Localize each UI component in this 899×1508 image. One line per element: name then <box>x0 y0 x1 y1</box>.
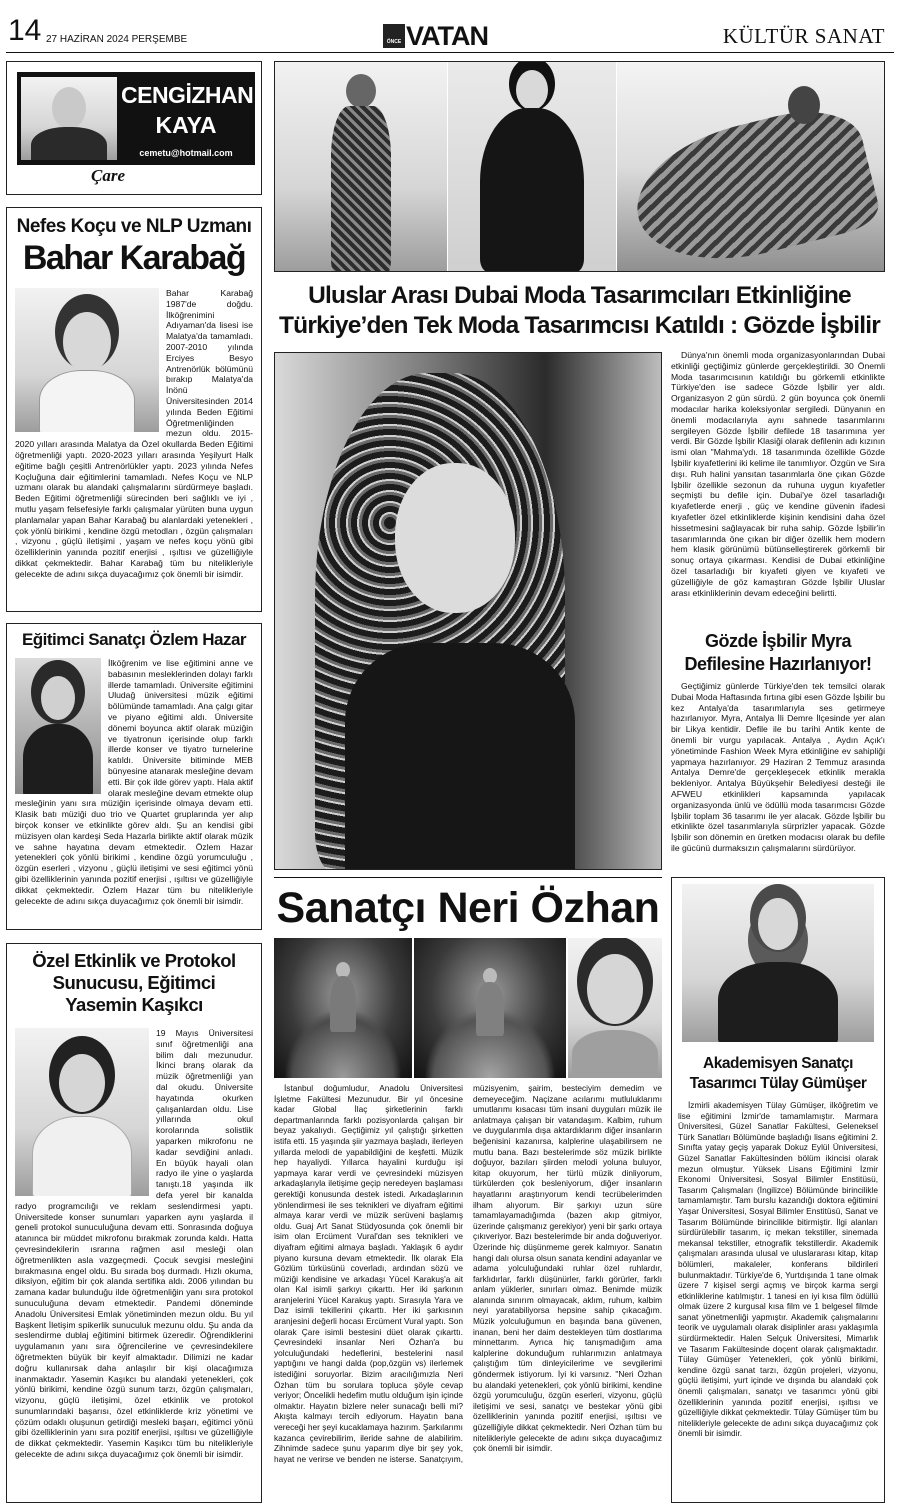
tulay-jacket <box>718 962 838 1042</box>
gozde-headline-line-2: Türkiye’den Tek Moda Tasarımcısı Katıldı : Gözde İşbilir <box>279 312 880 339</box>
ozlem-face <box>41 676 75 720</box>
columnist-body <box>31 127 107 160</box>
yasemin-body <box>15 1028 253 1486</box>
article-tulay-gumuser <box>671 877 885 1503</box>
columnist-last-name: KAYA <box>155 112 217 138</box>
gozde-photo-2-outfit <box>480 108 584 271</box>
neri-photo-2 <box>414 938 566 1078</box>
article-bahar-karabag <box>6 207 262 612</box>
neri-headline: Sanatçı Neri Özhan <box>276 884 660 932</box>
neri-body: İstanbul doğumludur, Anadolu Üniversitesi İşletme Fakültesi Mezunudur. Bir yıl öncesine kadar Global İlaç şirketlerinin farklı departmanlarında farklı pozisyonlarda çalışan bir beyaz yakalıydı. Geçtiğimiz yıl çalıştığı şirketten istifa etti. 15 yaşında şiir yazmaya başladı, ilerleyen yıllarda melodi de yapabildiğini de keşfetti. Müzik hep hayaliydi. Yıllarca hayalini kurduğu işi yapmaya karar verdi ve çevresindeki müzisyen arkadaşlarıyla iletişime geçip neredeyen başlaması gerektiği konusunda destek istedi. Arkadaşlarının yönlendirmesi ile ses teknikleri ve diyafram eğitimi almaya karar verdi ve müzik serüveni başlamış oldu. Guaj Art Sanat Stüdyosunda çok önemli bir isim olan Ercüment Vural'dan ses teknikleri ve diyafram eğitimi almaya başladı. Yaklaşık 6 aydır piyano kursuna devam etmektedir. İlk olarak Ela Gözlüm türküsünü coverladı, ardından sözü ve müziği kendisine ve arkadaşı Yücel Karakuş'a ait olan Kal isimli şarkıyı çıkarttı. Her iki şarkının aranjelerini Yücel Karakuş yaptı. Sırasıyla Yara ve Daz isimli tekillerini çıkarttı. Her iki şarkısının aranjesini değerli hocası Ercüment Vural yaptı. Son olarak Çare isimli bestesini düet olarak çıkarttı. Çevresindeki insanlar Neri Özhan'a bu yolculuğundaki hedeflerini, bestelerini nasıl yaptığını ve hangi dalda (pop,özgün vs) ilerlemek istediğini soruyorlar. Bizim aracılığımızla Neri Özhan tüm bu sorulara topluca şöyle cevap veriyor; Öncelikli hedefim mutlu olduğum işin içinde olmaktır. Hayatın bizlere neler sunacağı belli mi? Akışta kalmayı tercih ediyorum. Hayatın bana vereceği her şeyi kucaklamaya hazırım. Şarkılarımı kazanca çevirebilirim, ileride sahne de alabilirim. Zihnimde sadece şunu yaparım diye bir şey yok, hayat ne verirse ve benden ne isterse. Sanatçıyım, müzisyenim, şairim, besteciyim demedim ve demeyeceğim. Naçizane acılarımı mutluluklarımı umutlarımı kısacası tüm insani duyguları müzik ile anlatmaya çalışan bir vatandaşım. Kalbim, ruhum ve duygularımla dışa aktardıklarım diğer insanların beğenisini kazanırsa, kalplerine ulaşabilirsem ne mutlu bana. Bazı bestelerimde söz müzik birlikte doğuyor, bazıları şiirden melodi yoluna buluyor, kitap okuyorum, her türlü müzik dinliyorum, türkülerden çok besleniyorum, diğer insanların hayatlarını araştırıyorum kendi tecrübelerimden ilham alıyorum. Bir şarkıyı uzun süre tamamlayamadığımda (bazen akıp gitmiyor, üzerinde çalışmanız gerekiyor) yeni bir şarkı ortaya çıkıveriyor. Bazı bestelerimde bir anda doğuveriyor. Üzerinde hiç düşünmeme gerek kalmıyor. Sanatın hangi dalı olursa olsun sanata kendini adayanlar ve adama yolculuğundaki ruhlar özel ruhlardır, farklıdırlar, farklı düşünürler, farklı görürler, farklı anlam yüklerler, sınırları olmaz. Benimde müzik alanında sınırım olmayacak, aklım, ruhum, kalbim neyi yaratabiliyorsa hepsine sahip çıkacağım. Müzik yolculuğumun en başında bana güvenen, inanan, beni her daim destekleyen tüm dostlarıma minnettarım. Ayrıca hiç tanışmadığım ama kalplerine dokunduğum ruhlarımızın anlatmaya çalıştığım tüm dinleyicilerime ve sevgilerimi göndermek istiyorum. İyi ki varsınız. "Neri Özhan bu alandaki yetenekleri, çok yönlü birikimi, kendine özgü yorumculuğu, özgün eserleri, vizyonu, güçlü iletişimi ve sesi, sanatçı ve bestekar yönü gibi özelliklerinin yanında pozitif enerjisi, ışıltısı ve güzelliğiyle dikkat çekmektedir. Neri Özhan tüm bu nitelikleriyle gelecekte de adını sıkça duyacağımız çok önemli bir isimdir. <box>274 1083 662 1464</box>
gozde-photo-3-head <box>788 86 820 124</box>
gozde-subheadline: Gözde İşbilir Myra Defilesine Hazırlanıyor! <box>684 631 872 674</box>
ozlem-title: Eğitimci Sanatçı Özlem Hazar <box>21 630 247 649</box>
gozde-photo-1-dress <box>331 106 391 271</box>
gozde-main-photo <box>274 352 662 870</box>
neri-rule <box>274 877 662 878</box>
logo-badge <box>383 24 405 48</box>
tulay-photo <box>682 884 874 1042</box>
columnist-box <box>6 61 262 195</box>
bahar-photo <box>15 288 159 432</box>
gozde-photo-1-head <box>346 74 376 108</box>
issue-date: 27 HAZİRAN 2024 PERŞEMBE <box>46 34 188 45</box>
yasemin-face <box>59 1054 105 1112</box>
gozde-photo-2-head <box>516 70 548 110</box>
columnist-face <box>52 87 86 129</box>
ozlem-photo <box>15 658 101 794</box>
neri-photo-2-figure <box>476 982 504 1036</box>
gozde-main-face <box>395 463 515 613</box>
bahar-body-text: Bahar Karabağ 1987'de doğdu. İlköğrenimini Adıyaman'da lisesi ise Malatya'da tamamladı. 2007-2010 yılında Erciyes Besyo Antrenörlük bölümünü bırakıp Malatya'da İnönü Üniversitesinden 2014 yılında Beden Eğitimi Öğretmenliğinden mezun oldu. 2015-2020 yılları arasında Malatya da Özel okullarda Beden Eğitimi öğretmenliği yaptı. 2020-2023 yılları arasında Yeşilyurt Halk eğitime bağlı çeşitli Antrenörlükler yaptı. 2023 yılında Nefes Koçluğuna dair eğitimlerini tamamladı. Nefes Koçu ve NLP uzmanı olarak bu alandaki çalışmalarını sürdürmeye başladı. Beden Eğitimi öğretmenliği sürecinden beri sağlıklı ve iyi , mutlu yaşam felsefesiyle farklı çalışmalar yürüten buna uygun planlamalar yapan Bahar Karabağ bu alanlardaki yetenekleri , çok yönlü birikimi , kendine özgü metodları , özgün çalışmaları , vizyonu , güçlü iletişimi , yaşam ve nefes koçu yönü gibi özelliklerinin yanında pozitif enerjisi , ışıltısı ve güzelliğiyle dikkat çekmektedir. Bahar Karabağ tüm bu nitelikleriyle gelecekte de adını sıkça duyacağımız çok önemli bir isimdir. <box>15 288 253 579</box>
neri-photo-1-figure <box>330 976 356 1032</box>
gozde-photo-3 <box>617 62 884 271</box>
header-rule <box>6 52 894 53</box>
tulay-face <box>758 898 798 950</box>
logo-small-text: ÖNCE <box>386 39 402 45</box>
neri-photo-3 <box>568 938 662 1078</box>
yasemin-body-text: 19 Mayıs Üniversitesi sınıf öğretmenliği ana bilim dalı mezunudur. İkinci branş olarak da müzik öğretmenliği yan dal okudu. Üniversite hayatında okurken çalışanlardan oldu. Lise yıllarında okul korolarında solistlik yaparken mikrofonu ne kadar sevdiğini anladı. En büyük hayali olan radyo ile yine o yaşlarda tanıştı.18 yaşında ilk defa yerel bir kanalda radyo programcılığı ve reklam seslendirmesi yaptı. Üniversitede konser sunumları yaparken aynı yaşlarda il geneli protokol sunuculuğuna devam etti. Sonrasında doğuya atanınca bir müddet mikrofonu bırakmak zorunda kaldı. Hatta çevresindekilerin ısrarına rağmen asıl mesleği olan öğretmenlikten asla vazgeçmedi. Çocuk sevgisi mesleğini bırakmasına engel oldu. Bu sırada boş durmadı. Hızlı okuma, diksiyon, eğitim bir çok alanda sertifika aldı. 2006 yılından bu zamana kadar bulunduğu ilde öğretmenliğin yanı sıra protokol sunuculuğuna devam etmektedir. Pandemi döneminde Anadolu Üniversitesi Emlak yönetiminden mezun oldu. Bu yıl Başkent İletişim spikerlik sunuculuk mezunu oldu. Şu anda da seslendirme dublaj eğitimini bitirmek üzeredir. Öğrendiklerini uygulamanın yanı sıra öğrencilerine ve çevresindekilere öğretmekten büyük bir keyif almaktadır. Dilimizi ne kadar doğru kullanırsak daha anlaşılır bir kişi olacağımıza inanmaktadır. Yasemin Kaşıkcı bu alandaki yetenekleri, çok yönlü birikimi, kendine özgü sunum tarzı, özgün çalışmaları, vizyonu, güçlü iletişimi, özel etkinlik ve protokol sunumlarındaki başarısı, özel etkinliklerde kriz yönetimi ve çözüm odaklı oluşunun getirdiği mesleki başarı, eğitimci yönü gibi özelliklerinin yanı sıra pozitif enerjisi, ışıltısı ve güzelliğiyle de dikkat çekmektedir. Yasemin Kaşıkcı tüm bu nitelikleriyle gelecekte de adını sıkça duyacağımız çok önemli bir isimdir. <box>15 1028 253 1460</box>
columnist-city: Çare <box>91 166 125 185</box>
bahar-torso <box>39 370 135 432</box>
tulay-title <box>678 1054 878 1094</box>
logo-word: VATAN <box>406 21 488 51</box>
neri-photo-3-shoulders <box>572 1030 658 1078</box>
ozlem-body-text: İlköğrenim ve lise eğitimini anne ve babasının mesleklerinden dolayı farklı illerde tamamladı. Üniversite eğitimini Uludağ üniversitesi müzik eğitimi bölümünde tamamladı. Ana çalgı gitar ve piyano eğitimi aldı. Üniversite dönemi boyunca aktif olarak müziğin ve tiyatronun içerisinde olup farklı illerde konser ve tiyatro turnelerine katıldı. Üniversite bitiminde MEB bünyesine atanarak mesleğine devam etti. Bir çok ilde görev yaptı. Hala aktif olarak mesleğine devam etmekte olup mesleğinin yanı sıra müziğin içerisinde olmaya devam etti. Klasik batı müziği duo trio ve Quartet gruplarında yer alıp birçok konser ve etkinlikte görev aldı. Şu an kendisi gibi müzisyen olan kardeşi Seda Hazarla birlikte aktif olarak müzik ve sahne hayatına devam etmektedir. Özlem Hazar yetenekleri çok yönlü birikimi , kendine özgü yorumculuğu , özgün eserleri , vizyonu , güçlü iletişimi ve sesi eğitimci yönü gibi özelliklerinin yanında pozitif enerjisi , ışıltısı ve güzelliğiyle dikkat çekmektedir. Özlem Hazar tüm bu nitelikleriyle gelecekte de adını sıkça duyacağımız çok önemli bir isimdir. <box>15 658 253 906</box>
section-name: KÜLTÜR SANAT <box>722 24 885 48</box>
gozde-photo-strip <box>274 61 885 272</box>
article-yasemin-kasikci <box>6 943 262 1503</box>
yasemin-title: Özel Etkinlik ve Protokol Sunucusu, Eğitimci Yasemin Kaşıkcı <box>32 950 236 1015</box>
gozde-body: Dünya'nın önemli moda organizasyonlarından Dubai etkinliği geçtiğimiz günlerde gerçekleştirildi. 30 Önemli Moda tasarımcısının katıldığı bu görkemli etkinlikte Türkiye'den ise sadece Gözde İşbilir yer aldı. Organizasyon 2 gün sürdü. 2 gün boyunca çok önemli modacılar harika koleksiyonlar sergiledi. Dünyanın en önemli modacılarıyla aynı sahnede tasarımlarını sergileyen Gözde İşbilir defilede 18 tasarımına yer verdi. Bir Gözde İşbilir Klasiği olarak defilenin adı kızının ismi olan "Mahma'ydı. 18 tasarımında özellikle Gözde İşbilir kıyafetlerini iki kelime ile tanımlıyor. Özgün ve Sıra dışı. Ruh halini yansıtan tasarımlarla öne çıkan Gözde İşbilir özellikle sezonun da ruhuna uygun kıyafetler seçmişti bu defile için. Dubai'ye özel tasarladığı kıyafetlerde enerji , güç ve kendine güvenin ifadesi kıyafetler özel etkinliklerde kişinin kendisini daha özel hissetmesini sağlayacak bir ruha sahip. Gözde İşbilir'in tasarımlarında öne çıkan bir diğer özellik hem modern hem klasik görünümü bütünselleştirerek görkemli bir sonuç ortaya çıkarması. Kendisi de Dubai etkinliğine özel tasarladığı bir kıyafeti giyen ve kıyafeti ve güzelliğiyle de göz kamaştıran Gözde İşbilir Uluslar arası etkinliklerinin devam edeceğini belirtti. <box>671 350 885 598</box>
tulay-title-line-2: Tasarımcı Tülay Gümüşer <box>689 1075 867 1092</box>
bahar-name: Bahar Karabağ <box>22 239 246 277</box>
logo <box>383 21 513 51</box>
yasemin-torso <box>32 1116 132 1196</box>
gozde-photo-3-dress <box>623 97 883 271</box>
bahar-body <box>15 288 253 606</box>
ozlem-torso <box>23 724 93 794</box>
tulay-title-line-1: Akademisyen Sanatçı <box>703 1055 853 1072</box>
columnist-first-name: CENGİZHAN <box>121 82 254 108</box>
tulay-body: İzmirli akademisyen Tülay Gümüşer, ilköğretim ve lise eğitimini İzmir'de tamamlamıştır. Marmara Üniversitesi, Güzel Sanatlar Fakültesi, Geleneksel Türk Sanatları Bölümünde başladığı lisans eğitimini 2. Sınıfta yatay geçiş yaparak Dokuz Eylül Üniversitesi, Güzel Sanatlar Fakültesinden bölüm ikincisi olarak mezun olmuştur. Yüksek Lisans Eğitimini İzmir Ekonomi Üniversitesi, Sosyal Bilimler Enstitüsü, Tasarım Çalışmaları (İngilizce) Bölümünde birincilikle tamamlamıştır. Tam burslu kazandığı doktora eğitimini Yaşar Üniversitesi, Sosyal Bilimler Enstitüsü, Sanat ve Tasarım Bölümünde birincilikle bitirmiştir. İlgi alanları sürdürülebilir tasarım, iç mekan tekstiller, sinemada mekansal tekstiller, etnografik tekstillerdir. Akademik çalışmaları arasında ulusal ve uluslararası kitap, kitap bölümleri, makaleler, konferans bildirileri bulunmaktadır. Türkiye'de 6, Yurtdışında 1 tane olmak üzere 7 kişisel sergi açmış ve birçok karma sergi etkinliklerine katılmıştır. 1 tanesi en iyi kısa film ödüllü olmak üzere 2 kurgusal kısa film ve 1 belgesel filmde sanat yönetmenliği yapmıştır. Akademik çalışmalarını teorik ve uygulamalı olarak disiplinler arası yaklaşımla sürdürmektedir. Halen Selçuk Üniversitesi, Mimarlık ve Tasarım Fakültesinde doçent olarak çalışmaktadır. Tülay Gümüşer Yetenekleri, çok yönlü birikimi, kendine özgü sanat tarzı, özgün projeleri, vizyonu, güçlü iletişimi, yurt içinde ve dışında bu alandaki çok önemli çalışmaları, sanatçı ve tasarımcı yönü gibi özelliklerinin yanında pozitif enerjisi, ışıltısı ve güzelliğiyle dikkat çekmektedir. Tülay Gümüşer tüm bu nitelikleriyle gelecekte de adını sıkça duyacağımız çok önemli bir isimdir. <box>678 1100 878 1439</box>
page-number: 14 <box>8 14 42 47</box>
columnist-banner <box>17 72 255 165</box>
page-header <box>0 0 899 56</box>
gozde-photo-1 <box>275 62 447 271</box>
bahar-face <box>63 312 111 372</box>
gozde-headline <box>274 281 885 341</box>
ozlem-body <box>15 658 253 920</box>
neri-photo-3-face <box>587 954 643 1024</box>
gozde-headline-line-1: Uluslar Arası Dubai Moda Tasarımcıları Etkinliğine <box>308 282 851 309</box>
bahar-kicker: Nefes Koçu ve NLP Uzmanı <box>16 216 252 237</box>
columnist-email: cemetu@hotmail.com <box>139 148 233 158</box>
columnist-photo <box>21 77 117 160</box>
article-ozlem-hazar <box>6 623 262 930</box>
neri-photo-1 <box>274 938 412 1078</box>
gozde-main-coat <box>345 643 575 869</box>
gozde-photo-2 <box>448 62 616 271</box>
gozde-sub-body: Geçtiğimiz günlerde Türkiye'den tek temsilci olarak Dubai Moda Haftasında fırtına gibi esen Gözde İşbilir bu kez Antalya'da tasarımlarıyla ses getirmeye hazırlanıyor. Myra, Antalya İli Demre İlçesinde yer alan bir Likya kentidir. Defile ile bu tarihi Antik kente de önemli bir vurgu yapılacak. Antalya , Aydın Açık'ı yönetiminde Fashion Week Myra etkinliğine ev sahipliği yapmaya hazırlanıyor. 29 Haziran 2 Temmuz arasında Antalya Demre'de gerçekleşecek etkinlik merakla bekleniyor. Antalya Büyükşehir Belediyesi desteği ile AFWEU etkinlikleri kapsamında yapılacak organizasyonda ünlü ve ödüllü moda tasarımcısı Gözde İşbilir toplam 36 tasarımı ile yer alacak. Gözde İşbilir bu etkinlikte özel tasarımlarıyla sürprizler yapacak. Gözde İşbilir son dönemin en üretken modacısı olarak bu defile ile gücünü durmaksızın çalışmalarını sürdürüyor. <box>671 681 885 853</box>
yasemin-photo <box>15 1028 149 1196</box>
